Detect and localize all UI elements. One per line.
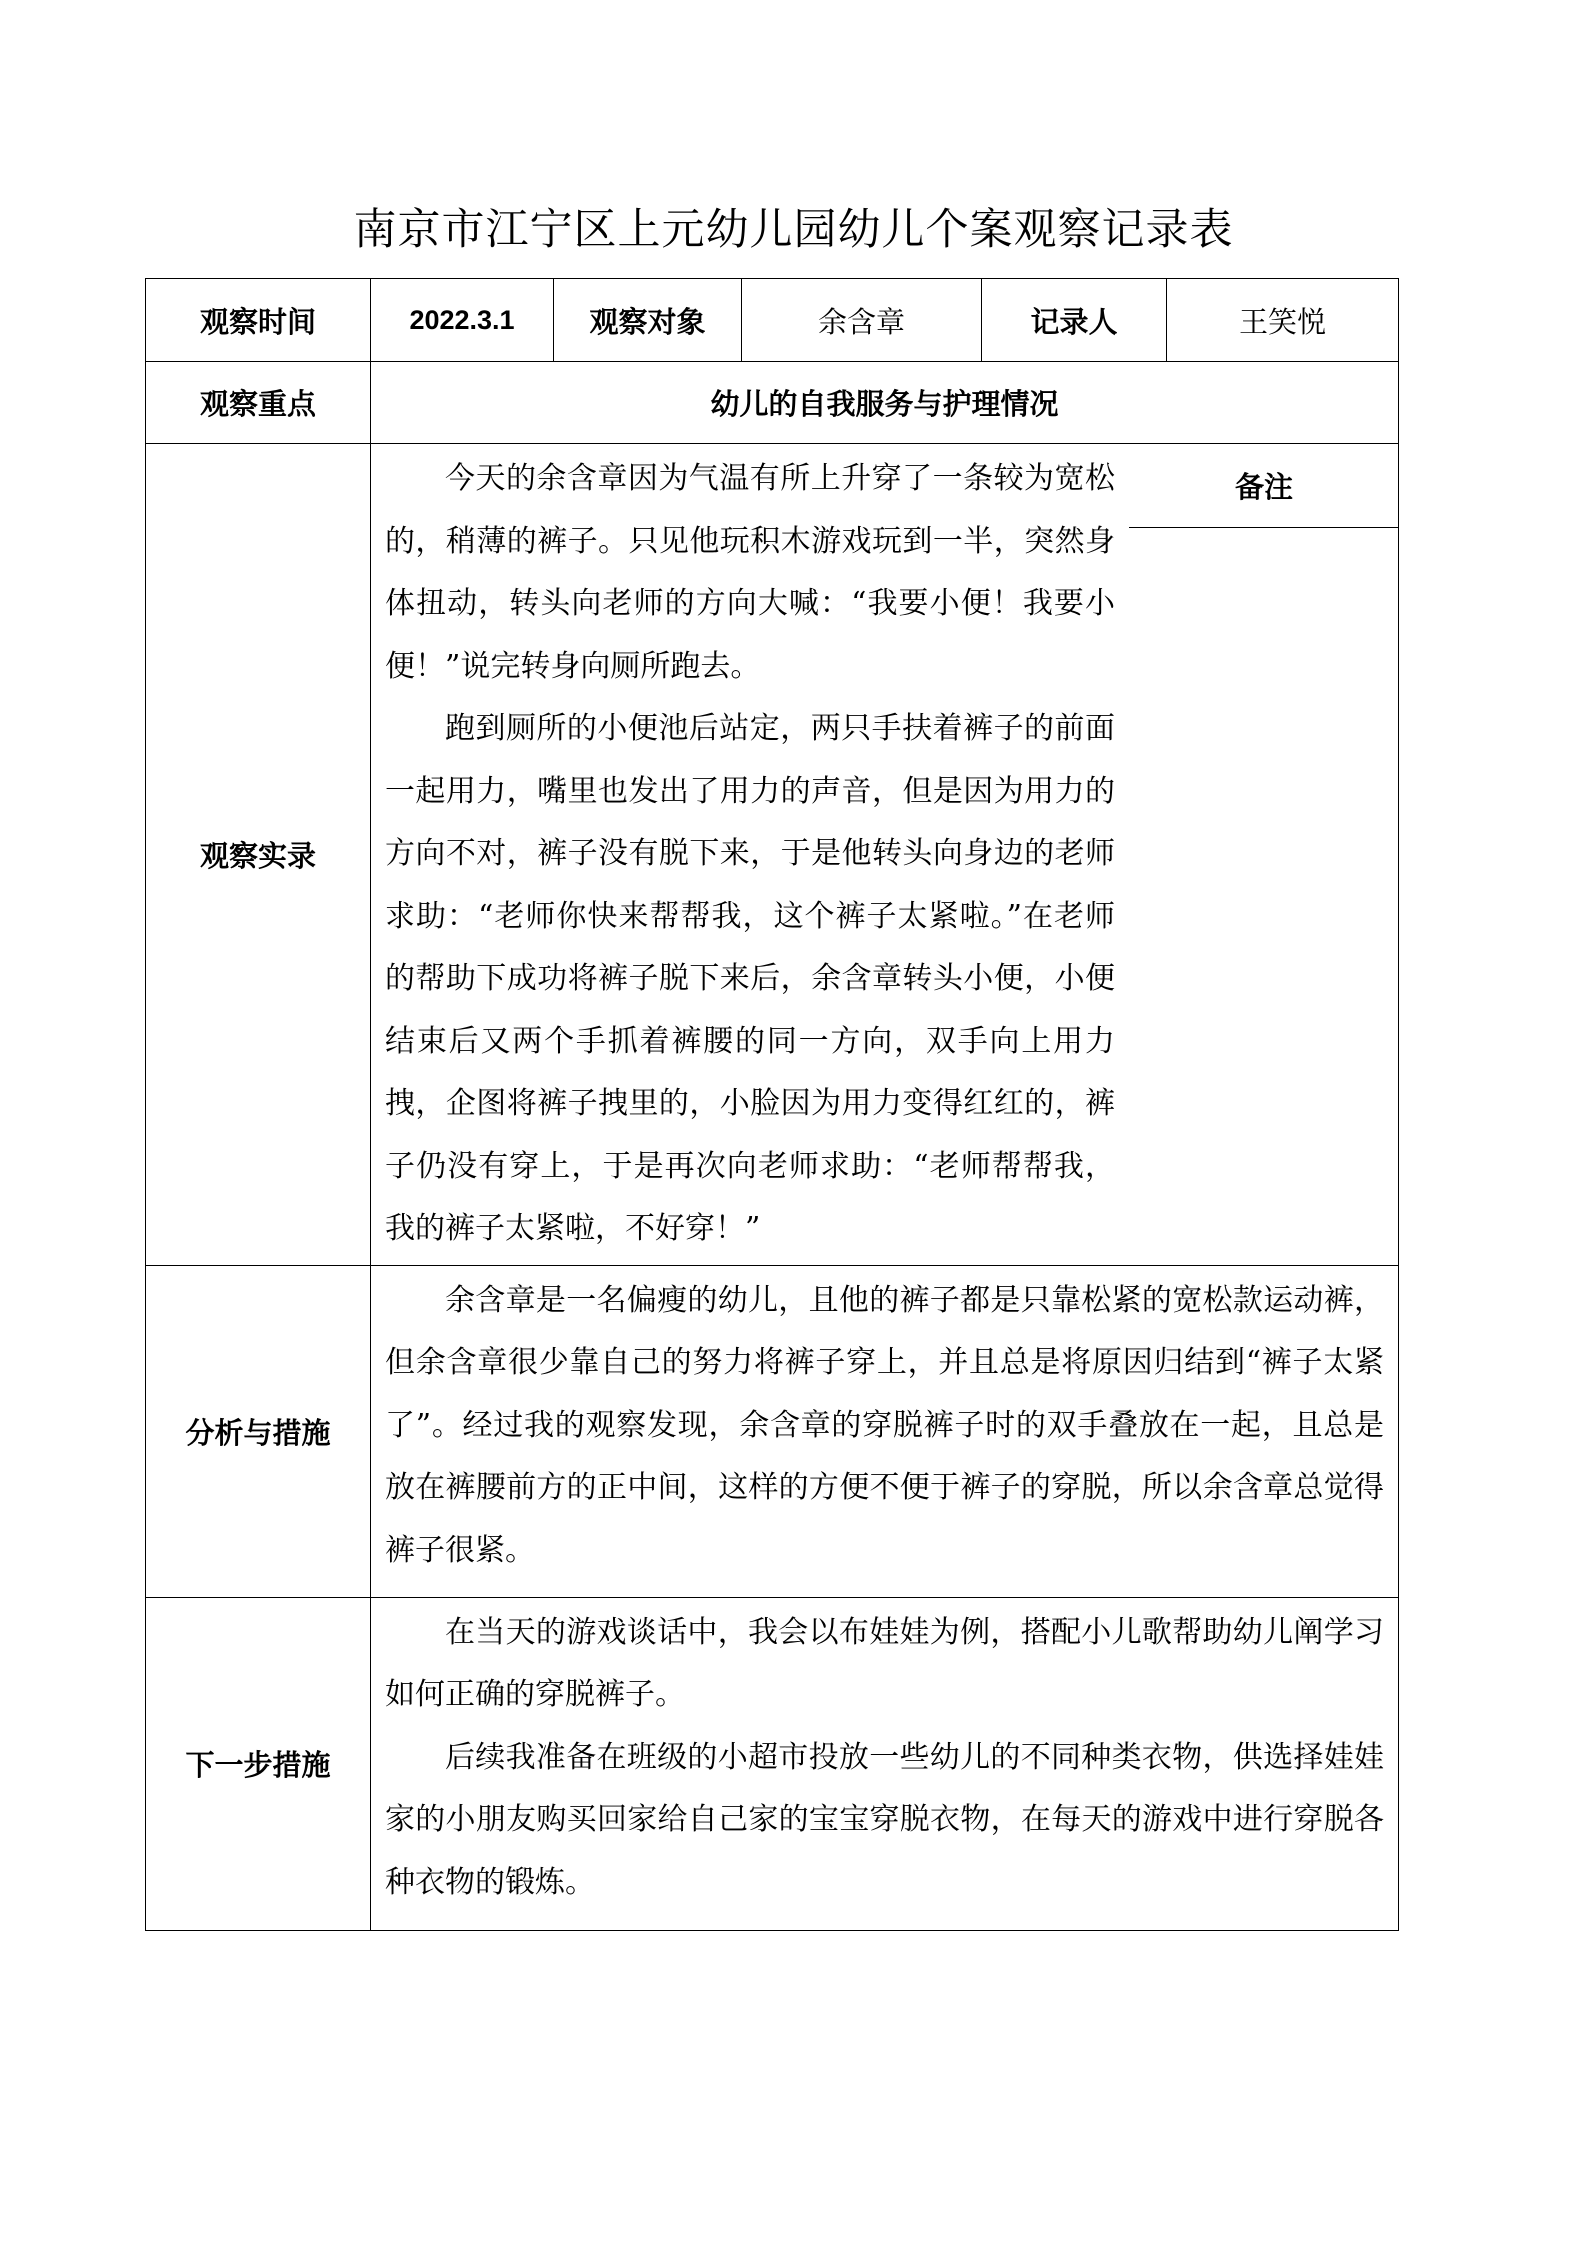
analysis-label: 分析与措施	[146, 1265, 371, 1597]
remark-column	[1129, 444, 1399, 1265]
record-paragraph: 今天的余含章因为气温有所上升穿了一条较为宽松的，稍薄的裤子。只见他玩积木游戏玩到一半，突然身体扭动，转头向老师的方向大喊：“我要小便！我要小便！”说完转身向厕所跑去。	[385, 461, 1115, 684]
remark-label: 备注	[1129, 444, 1399, 528]
analysis-row	[146, 1265, 1399, 1597]
header-row	[146, 279, 1399, 362]
recorder-value: 王笑悦	[1167, 279, 1399, 362]
record-paragraph: 跑到厕所的小便池后站定，两只手扶着裤子的前面一起用力，嘴里也发出了用力的声音，但是因为用力的方向不对，裤子没有脱下来，于是他转头向身边的老师求助：“老师你快来帮帮我，这个裤子太紧啦。”在老师的帮助下成功将裤子脱下来后，余含章转头小便，小便结束后又两个手抓着裤腰的同一方向，双手向上用力拽，企图将裤子拽里的，小脸因为用力变得红红的，裤子仍没有穿上，于是再次向老师求助：“老师帮帮我，我的裤子太紧啦，不好穿！”	[385, 711, 1115, 1246]
next-step-paragraph: 后续我准备在班级的小超市投放一些幼儿的不同种类衣物，供选择娃娃家的小朋友购买回家给自己家的宝宝穿脱衣物，在每天的游戏中进行穿脱各种衣物的锻炼。	[385, 1739, 1384, 1900]
focus-row	[146, 362, 1399, 444]
page-title: 南京市江宁区上元幼儿园幼儿个案观察记录表	[353, 205, 1234, 255]
analysis-text	[371, 1265, 1399, 1597]
record-inner-table	[371, 444, 1399, 1265]
next-step-row	[146, 1597, 1399, 1930]
observation-record-text	[371, 444, 1129, 1265]
observation-record-table	[145, 278, 1399, 1931]
next-step-label: 下一步措施	[146, 1597, 371, 1930]
analysis-paragraph: 余含章是一名偏瘦的幼儿，且他的裤子都是只靠松紧的宽松款运动裤，但余含章很少靠自己的努力将裤子穿上，并且总是将原因归结到“裤子太紧了”。经过我的观察发现，余含章的穿脱裤子时的双手叠放在一起，且总是放在裤腰前方的正中间，这样的方便不便于裤子的穿脱，所以余含章总觉得裤子很紧。	[385, 1282, 1384, 1568]
observation-focus-label: 观察重点	[146, 362, 371, 444]
recorder-label: 记录人	[982, 279, 1167, 362]
observation-focus-value: 幼儿的自我服务与护理情况	[371, 362, 1399, 444]
next-step-text	[371, 1597, 1399, 1930]
observation-subject-label: 观察对象	[554, 279, 742, 362]
observation-record-label: 观察实录	[146, 444, 371, 1266]
observation-record-cell	[371, 444, 1399, 1266]
record-row	[146, 444, 1399, 1266]
observation-subject-value: 余含章	[742, 279, 982, 362]
next-step-paragraph: 在当天的游戏谈话中，我会以布娃娃为例，搭配小儿歌帮助幼儿阐学习如何正确的穿脱裤子。	[385, 1614, 1384, 1712]
observation-time-value: 2022.3.1	[371, 279, 554, 362]
observation-time-label: 观察时间	[146, 279, 371, 362]
